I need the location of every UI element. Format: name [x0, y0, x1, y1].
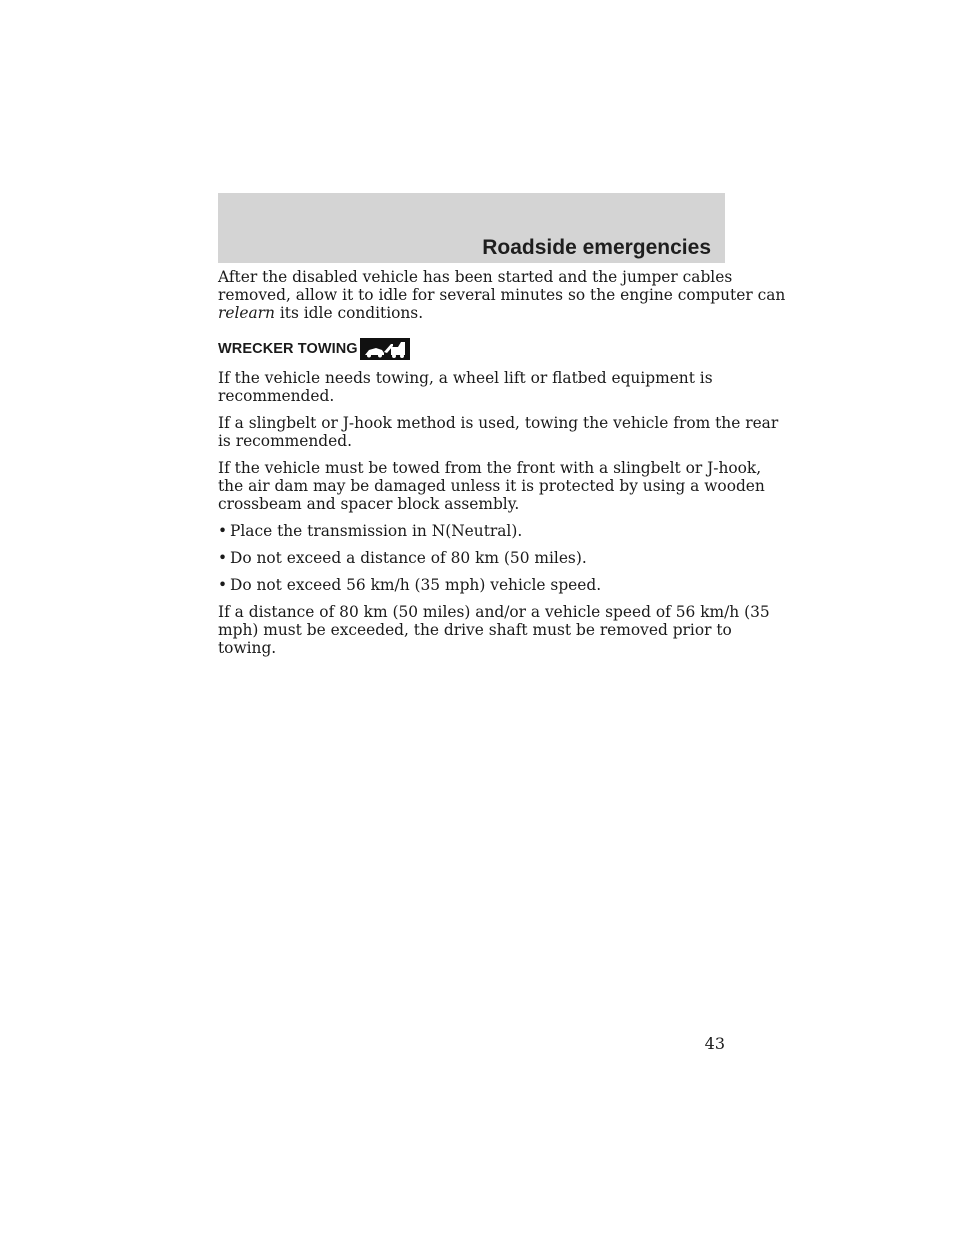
list-item	[218, 576, 725, 594]
closing-line-2: mph) must be exceeded, the drive shaft must be removed prior to	[218, 621, 732, 639]
towing-conditions-list	[218, 522, 725, 594]
list-item-text: Place the transmission in N(Neutral).	[230, 522, 523, 540]
p3-line-3: crossbeam and spacer block assembly.	[218, 495, 520, 513]
list-item-text: Do not exceed a distance of 80 km (50 miles).	[230, 549, 587, 567]
intro-paragraph	[218, 268, 786, 322]
paragraph-wheel-lift	[218, 369, 725, 405]
paragraph-slingbelt	[218, 414, 779, 450]
heading-text: WRECKER TOWING	[218, 341, 358, 357]
p2-line-1: If a slingbelt or J-hook method is used, towing the vehicle from the rear	[218, 414, 779, 432]
list-item	[218, 522, 725, 540]
intro-line-3-rest: its idle conditions.	[279, 304, 424, 322]
section-header-band	[218, 193, 725, 263]
bullet-icon: •	[218, 549, 228, 567]
list-item	[218, 549, 725, 567]
bullet-icon: •	[218, 522, 228, 540]
closing-line-1: If a distance of 80 km (50 miles) and/or a vehicle speed of 56 km/h (35	[218, 603, 770, 621]
intro-line-2: removed, allow it to idle for several minutes so the engine computer can	[218, 286, 786, 304]
wrecker-towing-heading	[218, 338, 725, 360]
p1-line-2: recommended.	[218, 387, 335, 405]
tow-truck-icon	[360, 338, 410, 360]
p3-line-1: If the vehicle must be towed from the front with a slingbelt or J-hook,	[218, 459, 762, 477]
list-item-text: Do not exceed 56 km/h (35 mph) vehicle speed.	[230, 576, 602, 594]
closing-line-3: towing.	[218, 639, 277, 657]
page-content	[218, 268, 786, 666]
paragraph-closing	[218, 603, 770, 657]
section-title: Roadside emergencies	[482, 236, 711, 259]
p3-line-2: the air dam may be damaged unless it is protected by using a wooden	[218, 477, 765, 495]
relearn-term: relearn	[218, 304, 275, 322]
intro-line-3	[218, 304, 725, 322]
bullet-icon: •	[218, 576, 228, 594]
paragraph-front-tow	[218, 459, 765, 513]
page-number: 43	[704, 1034, 725, 1053]
p2-line-2: is recommended.	[218, 432, 352, 450]
p1-line-1: If the vehicle needs towing, a wheel lift or flatbed equipment is	[218, 369, 713, 387]
intro-line-1: After the disabled vehicle has been started and the jumper cables	[218, 268, 733, 286]
